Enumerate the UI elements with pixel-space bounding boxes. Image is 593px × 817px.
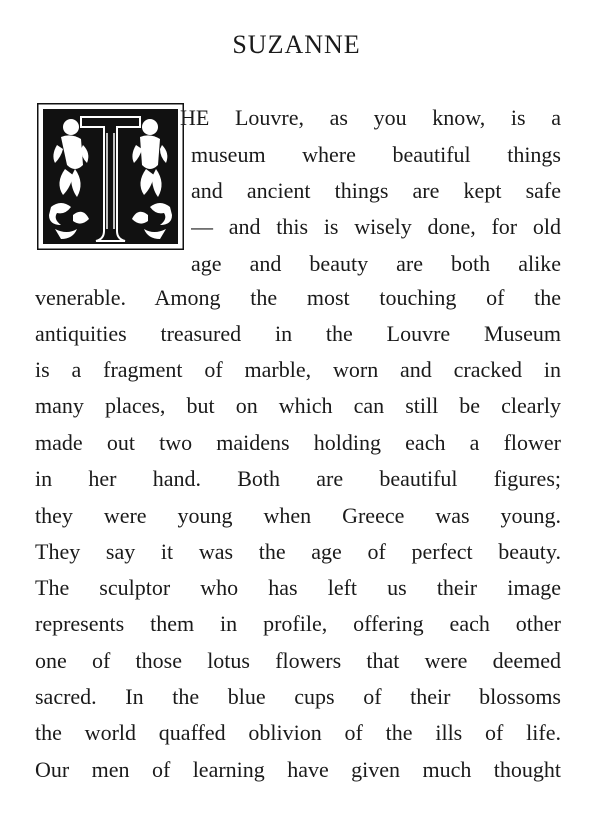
- text-line: in her hand. Both are beautiful figures;: [35, 466, 561, 491]
- text-line: venerable. Among the most touching of the: [35, 285, 561, 310]
- ornamental-drop-cap-icon: [37, 103, 184, 250]
- text-line: one of those lotus flowers that were deemed: [35, 648, 561, 673]
- text-line: is a fragment of marble, worn and cracked in: [35, 357, 561, 382]
- text-line: They say it was the age of perfect beauty.: [35, 539, 561, 564]
- page-title: SUZANNE: [232, 30, 361, 59]
- text-line: HE Louvre, as you know, is a: [180, 105, 561, 130]
- text-line: The sculptor who has left us their image: [35, 575, 561, 600]
- text-line: age and beauty are both alike: [191, 251, 561, 276]
- text-line: made out two maidens holding each a flower: [35, 430, 561, 455]
- text-line: antiquities treasured in the Louvre Museum: [35, 321, 561, 346]
- text-line: represents them in profile, offering each other: [35, 611, 561, 636]
- text-line: — and this is wisely done, for old: [191, 214, 561, 239]
- text-line: and ancient things are kept safe: [191, 178, 561, 203]
- text-line: many places, but on which can still be clearly: [35, 393, 561, 418]
- text-line: the world quaffed oblivion of the ills of life.: [35, 720, 561, 745]
- text-line: they were young when Greece was young.: [35, 503, 561, 528]
- text-line: Our men of learning have given much thought: [35, 757, 561, 782]
- text-line: museum where beautiful things: [191, 142, 561, 167]
- text-line: sacred. In the blue cups of their blossoms: [35, 684, 561, 709]
